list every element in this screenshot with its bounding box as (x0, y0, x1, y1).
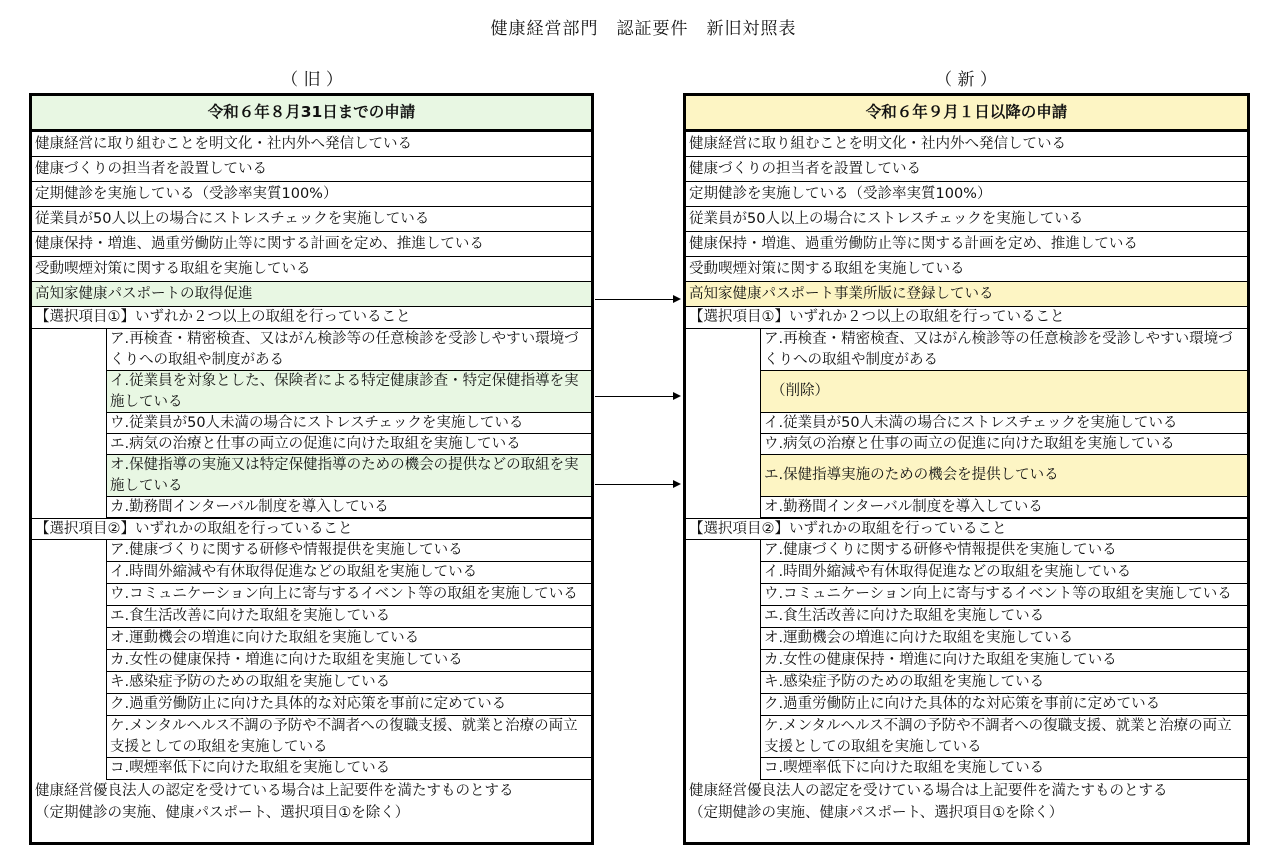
selection-2-item-row (686, 540, 1247, 562)
requirement-row (686, 257, 1247, 282)
selection-2-item-row (686, 584, 1247, 606)
selection-1-item-row (32, 329, 591, 371)
selection-1-item-row (686, 413, 1247, 434)
selection-2-item: ク.過重労働防止に向けた具体的な対応策を事前に定めている (760, 694, 1247, 716)
selection-2-item: ケ.メンタルヘルス不調の予防や不調者への復職支援、就業と治療の両立支援としての取組を実施している (760, 716, 1247, 758)
selection-2-item-row (32, 540, 591, 562)
selection-2-item: キ.感染症予防のための取組を実施している (760, 672, 1247, 694)
indent-spacer (686, 413, 760, 434)
indent-spacer (32, 329, 106, 371)
selection-2-heading-row (32, 518, 591, 540)
requirement-cell: 健康づくりの担当者を設置している (32, 157, 591, 182)
indent-spacer (686, 497, 760, 518)
indent-spacer (32, 371, 106, 413)
selection-2-item: キ.感染症予防のための取組を実施している (106, 672, 591, 694)
selection-2-item-row (686, 758, 1247, 780)
selection-1-item: エ.病気の治療と仕事の両立の促進に向けた取組を実施している (106, 434, 591, 455)
selection-2-item: オ.運動機会の増進に向けた取組を実施している (760, 628, 1247, 650)
selection-1-item: ウ.病気の治療と仕事の両立の促進に向けた取組を実施している (760, 434, 1247, 455)
requirement-row (686, 157, 1247, 182)
selection-1-item: イ.従業員が50人未満の場合にストレスチェックを実施している (760, 413, 1247, 434)
indent-spacer (686, 540, 760, 562)
requirement-row (32, 132, 591, 157)
certification-note-line1: 健康経営優良法人の認定を受けている場合は上記要件を満たすものとする (689, 783, 1168, 799)
requirement-cell: 健康づくりの担当者を設置している (686, 157, 1247, 182)
indent-spacer (686, 758, 760, 780)
selection-2-item: ア.健康づくりに関する研修や情報提供を実施している (106, 540, 591, 562)
selection-1-item: ウ.従業員が50人未満の場合にストレスチェックを実施している (106, 413, 591, 434)
table-header-row (686, 96, 1247, 132)
arrow-passport-change (595, 299, 679, 300)
selection-1-item-row (686, 329, 1247, 371)
old-requirements-table (29, 93, 594, 845)
arrow-item-deleted (595, 396, 679, 397)
selection-1-heading: 【選択項目①】いずれか２つ以上の取組を行っていること (32, 307, 591, 329)
selection-2-item-row (32, 758, 591, 780)
selection-2-item-row (686, 562, 1247, 584)
requirement-cell: 高知家健康パスポート事業所版に登録している (686, 282, 1247, 307)
indent-spacer (686, 455, 760, 497)
selection-2-item: ウ.コミュニケーション向上に寄与するイベント等の取組を実施している (106, 584, 591, 606)
indent-spacer (686, 329, 760, 371)
selection-2-heading: 【選択項目②】いずれかの取組を行っていること (686, 518, 1247, 540)
requirement-row (32, 182, 591, 207)
selection-2-item-row (686, 650, 1247, 672)
indent-spacer (32, 584, 106, 606)
selection-1-item-row (32, 434, 591, 455)
requirement-row (32, 232, 591, 257)
indent-spacer (686, 371, 760, 413)
indent-spacer (686, 606, 760, 628)
indent-spacer (32, 562, 106, 584)
selection-2-item-row (32, 562, 591, 584)
indent-spacer (686, 694, 760, 716)
requirement-cell: 定期健診を実施している（受診率実質100%） (32, 182, 591, 207)
indent-spacer (32, 672, 106, 694)
indent-spacer (686, 716, 760, 758)
selection-2-item-row (32, 606, 591, 628)
selection-2-item: カ.女性の健康保持・増進に向けた取組を実施している (106, 650, 591, 672)
selection-2-item-row (686, 716, 1247, 758)
selection-2-item-row (686, 606, 1247, 628)
requirement-row (32, 157, 591, 182)
indent-spacer (32, 716, 106, 758)
requirement-cell: 健康経営に取り組むことを明文化・社内外へ発信している (32, 132, 591, 157)
selection-1-item: エ.保健指導実施のための機会を提供している (760, 455, 1247, 497)
selection-2-item: オ.運動機会の増進に向けた取組を実施している (106, 628, 591, 650)
page-title: 健康経営部門 認証要件 新旧対照表 (490, 19, 797, 39)
requirement-cell: 健康経営に取り組むことを明文化・社内外へ発信している (686, 132, 1247, 157)
new-requirements-table (683, 93, 1250, 845)
requirement-cell: 受動喫煙対策に関する取組を実施している (686, 257, 1247, 282)
selection-2-item-row (32, 716, 591, 758)
selection-2-item: ア.健康づくりに関する研修や情報提供を実施している (760, 540, 1247, 562)
table-header-row (32, 96, 591, 132)
selection-1-item: オ.勤務間インターバル制度を導入している (760, 497, 1247, 518)
selection-2-item: ケ.メンタルヘルス不調の予防や不調者への復職支援、就業と治療の両立支援としての取組を実施している (106, 716, 591, 758)
selection-2-item: イ.時間外縮減や有休取得促進などの取組を実施している (760, 562, 1247, 584)
selection-1-item-row (32, 371, 591, 413)
requirement-cell: 従業員が50人以上の場合にストレスチェックを実施している (32, 207, 591, 232)
indent-spacer (32, 606, 106, 628)
selection-1-item: ア.再検査・精密検査、又はがん検診等の任意検診を受診しやすい環境づくりへの取組や制度がある (106, 329, 591, 371)
selection-2-item: コ.喫煙率低下に向けた取組を実施している (760, 758, 1247, 780)
requirement-row (686, 232, 1247, 257)
indent-spacer (32, 758, 106, 780)
selection-1-heading: 【選択項目①】いずれか２つ以上の取組を行っていること (686, 307, 1247, 329)
table-header: 令和６年８月31日までの申請 (32, 96, 591, 132)
requirement-cell: 受動喫煙対策に関する取組を実施している (32, 257, 591, 282)
selection-1-heading-row (686, 307, 1247, 329)
arrow-health-guidance-change (595, 484, 679, 485)
table-header: 令和６年９月１日以降の申請 (686, 96, 1247, 132)
selection-1-item-row (686, 497, 1247, 518)
selection-2-item: イ.時間外縮減や有休取得促進などの取組を実施している (106, 562, 591, 584)
indent-spacer (32, 650, 106, 672)
requirement-row (32, 257, 591, 282)
selection-1-item-row (686, 434, 1247, 455)
indent-spacer (686, 434, 760, 455)
selection-2-item-row (686, 628, 1247, 650)
old-column-label: （ 旧 ） (281, 70, 343, 90)
selection-1-item: （削除） (760, 371, 1247, 413)
requirement-row (686, 207, 1247, 232)
indent-spacer (32, 540, 106, 562)
selection-1-item-row (32, 497, 591, 518)
requirement-row (32, 282, 591, 307)
indent-spacer (686, 562, 760, 584)
requirement-cell: 定期健診を実施している（受診率実質100%） (686, 182, 1247, 207)
certification-note (686, 780, 1247, 842)
selection-1-item-row (686, 371, 1247, 413)
indent-spacer (686, 628, 760, 650)
selection-2-item: エ.食生活改善に向けた取組を実施している (760, 606, 1247, 628)
selection-2-item-row (32, 694, 591, 716)
certification-note (32, 780, 591, 842)
certification-note-line2: （定期健診の実施、健康パスポート、選択項目①を除く） (689, 805, 1064, 821)
selection-2-item: コ.喫煙率低下に向けた取組を実施している (106, 758, 591, 780)
selection-2-item-row (686, 694, 1247, 716)
requirement-row (686, 282, 1247, 307)
requirement-cell: 従業員が50人以上の場合にストレスチェックを実施している (686, 207, 1247, 232)
requirement-row (32, 207, 591, 232)
selection-2-heading: 【選択項目②】いずれかの取組を行っていること (32, 518, 591, 540)
selection-2-item-row (32, 650, 591, 672)
requirement-cell: 健康保持・増進、過重労働防止等に関する計画を定め、推進している (32, 232, 591, 257)
indent-spacer (686, 584, 760, 606)
selection-2-item-row (32, 672, 591, 694)
selection-2-heading-row (686, 518, 1247, 540)
new-column-label: （ 新 ） (935, 70, 997, 90)
selection-1-item-row (32, 455, 591, 497)
selection-1-heading-row (32, 307, 591, 329)
indent-spacer (32, 694, 106, 716)
requirement-cell: 健康保持・増進、過重労働防止等に関する計画を定め、推進している (686, 232, 1247, 257)
selection-2-item: カ.女性の健康保持・増進に向けた取組を実施している (760, 650, 1247, 672)
indent-spacer (32, 434, 106, 455)
selection-1-item: イ.従業員を対象とした、保険者による特定健康診査・特定保健指導を実施している (106, 371, 591, 413)
selection-2-item: ク.過重労働防止に向けた具体的な対応策を事前に定めている (106, 694, 591, 716)
selection-2-item-row (32, 628, 591, 650)
selection-1-item: ア.再検査・精密検査、又はがん検診等の任意検診を受診しやすい環境づくりへの取組や制度がある (760, 329, 1247, 371)
requirement-cell: 高知家健康パスポートの取得促進 (32, 282, 591, 307)
indent-spacer (32, 455, 106, 497)
selection-1-item: カ.勤務間インターバル制度を導入している (106, 497, 591, 518)
selection-2-item: エ.食生活改善に向けた取組を実施している (106, 606, 591, 628)
selection-1-item-row (686, 455, 1247, 497)
certification-note-line2: （定期健診の実施、健康パスポート、選択項目①を除く） (35, 805, 410, 821)
requirement-row (686, 132, 1247, 157)
indent-spacer (686, 650, 760, 672)
selection-2-item-row (686, 672, 1247, 694)
indent-spacer (32, 413, 106, 434)
selection-2-item: ウ.コミュニケーション向上に寄与するイベント等の取組を実施している (760, 584, 1247, 606)
selection-2-item-row (32, 584, 591, 606)
indent-spacer (686, 672, 760, 694)
requirement-row (686, 182, 1247, 207)
indent-spacer (32, 628, 106, 650)
selection-1-item: オ.保健指導の実施又は特定保健指導のための機会の提供などの取組を実施している (106, 455, 591, 497)
selection-1-item-row (32, 413, 591, 434)
certification-note-line1: 健康経営優良法人の認定を受けている場合は上記要件を満たすものとする (35, 783, 514, 799)
indent-spacer (32, 497, 106, 518)
